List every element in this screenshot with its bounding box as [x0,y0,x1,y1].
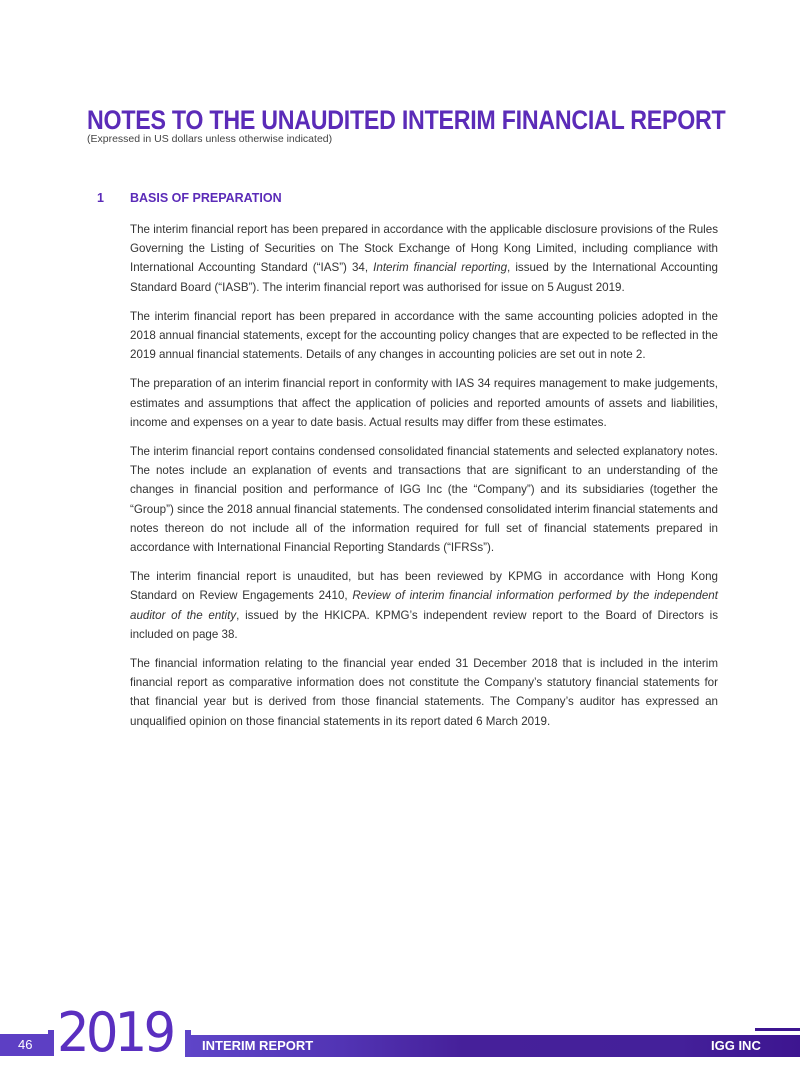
footer-accent-line [755,1028,800,1031]
footer-company-name: IGG INC [711,1038,761,1053]
section-body [130,220,718,741]
paragraph-italic: Review of interim financial information performed by the independent auditor of the entity [130,589,718,622]
year-logo: 2019 [57,1001,173,1064]
paragraph-text: , issued by the International Accounting Standard Board (“IASB”). The interim financial report was authorised for issue on 5 August 2019. [130,261,718,294]
paragraph-4 [130,442,718,557]
paragraph-1 [130,220,718,297]
page-subtitle: (Expressed in US dollars unless otherwise indicated) [87,133,333,145]
paragraph-text: The interim financial report has been prepared in accordance with the applicable disclosure provisions of the Rules Governing the Listing of Securities on The Stock Exchange of Hong Kong Limited, including compliance with International Accounting Standard (“IAS”) 34, [130,223,718,275]
paragraph-text: The interim financial report contains condensed consolidated financial statements and selected explanatory notes. The notes include an explanation of events and transactions that are significant to an understanding of the changes in financial position and performance of IGG Inc (the “Company”) and its subsidiaries (together the “Group”) since the 2018 annual financial statements. The condensed consolidated interim financial statements and notes thereon do not include all of the information required for full set of financial statements prepared in accordance with International Financial Reporting Standards (“IFRSs”). [130,445,718,555]
paragraph-2 [130,307,718,365]
footer-page-bar-tab [48,1030,54,1056]
paragraph-text: The preparation of an interim financial report in conformity with IAS 34 requires management to make judgements, estimates and assumptions that affect the application of policies and reported amounts of assets and liabilities, income and expenses on a year to date basis. Actual results may differ from these estimates. [130,377,718,429]
page-title: NOTES TO THE UNAUDITED INTERIM FINANCIAL REPORT [87,105,726,135]
footer-report-label: INTERIM REPORT [202,1038,314,1053]
section-heading [97,191,282,205]
page-number: 46 [18,1037,33,1052]
paragraph-italic: Interim financial reporting [373,261,508,275]
paragraph-text: The interim financial report is unaudited, but has been reviewed by KPMG in accordance with Hong Kong Standard on Review Engagements 2410, [130,570,718,603]
paragraph-5 [130,567,718,644]
paragraph-3 [130,374,718,432]
paragraph-text: The financial information relating to the financial year ended 31 December 2018 that is included in the interim financial report as comparative information does not constitute the Company’s statutory financial statements for that financial year but is derived from those financial statements. The Company’s auditor has expressed an unqualified opinion on those financial statements in its report dated 6 March 2019. [130,657,718,728]
section-title: BASIS OF PREPARATION [130,191,282,205]
paragraph-text: , issued by the HKICPA. KPMG’s independent review report to the Board of Directors is included on page 38. [130,608,719,641]
paragraph-6 [130,654,718,731]
section-number: 1 [97,191,104,205]
paragraph-text: The interim financial report has been prepared in accordance with the same accounting policies adopted in the 2018 annual financial statements, except for the accounting policy changes that are expected to be reflected in the 2019 annual financial statements. Details of any changes in accounting policies are set out in note 2. [130,309,718,362]
